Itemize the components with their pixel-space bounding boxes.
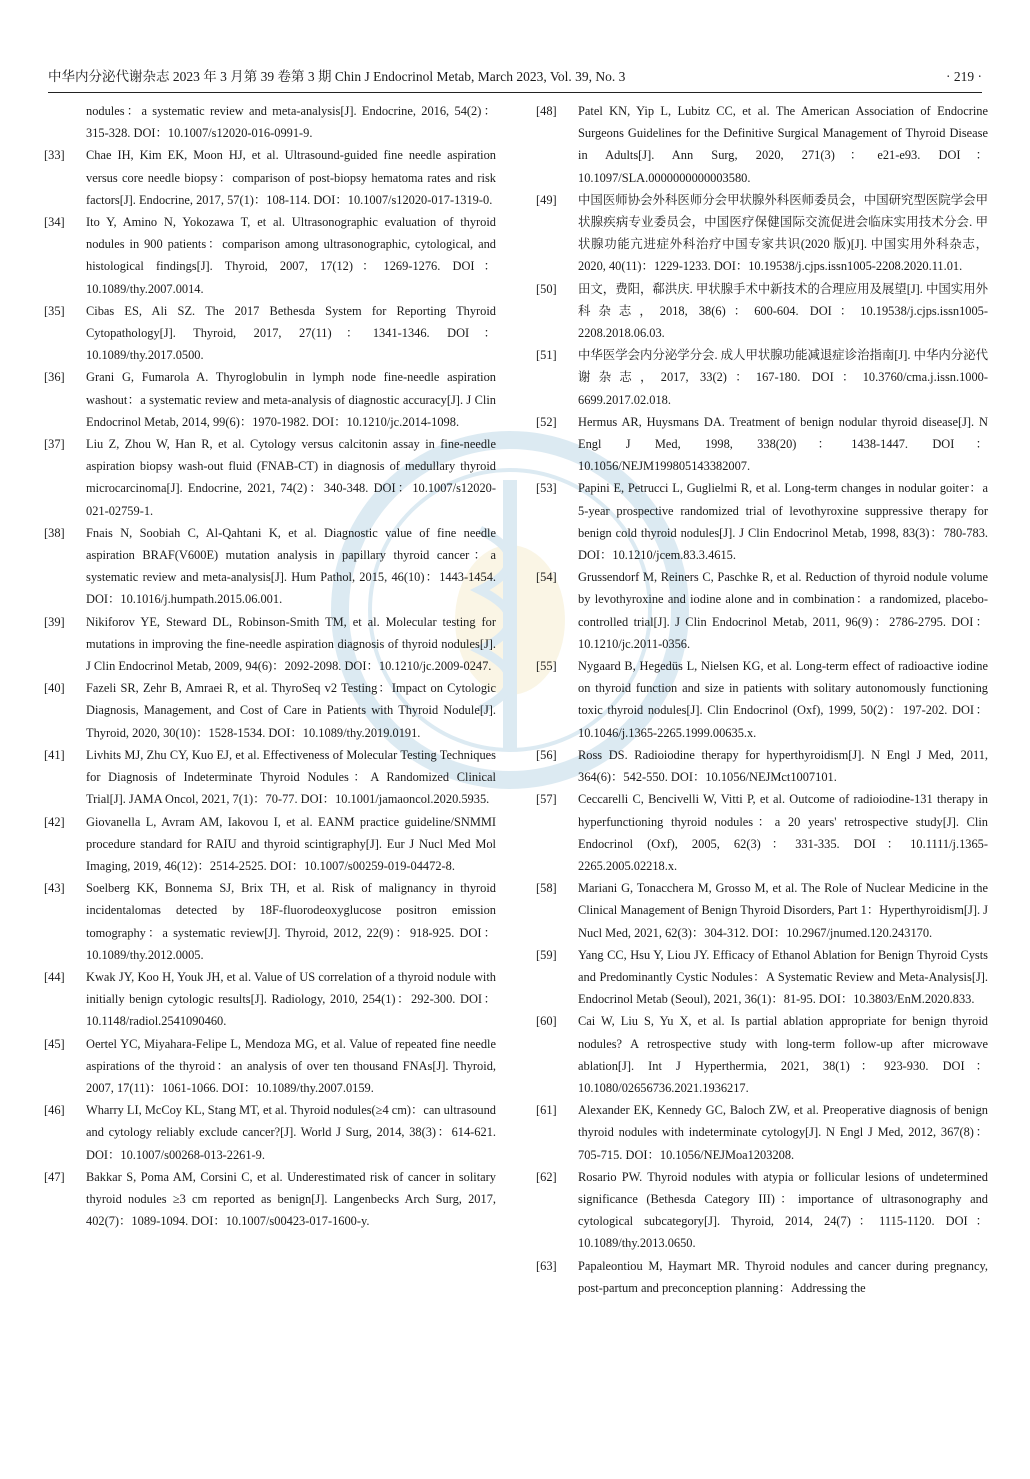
reference-entry — [536, 189, 988, 278]
reference-text: Livhits MJ, Zhu CY, Kuo EJ, et al. Effectiveness of Molecular Testing Techniques for Diagnosis of Indeterminate Thyroid Nodules：A Randomized Clinical Trial[J]. JAMA Oncol, 2021, 7(1)：70-77. DOI：10.1001/jamaoncol.2020.5935. — [86, 747, 496, 807]
journal-citation: 中华内分泌代谢杂志 2023 年 3 月第 39 卷第 3 期 Chin J Endocrinol Metab, March 2023, Vol. 39, No. 3 — [48, 69, 626, 84]
reference-entry — [536, 877, 988, 944]
reference-text: Ito Y, Amino N, Yokozawa T, et al. Ultrasonographic evaluation of thyroid nodules in 900 patients：comparison among ultrasonographic, cytological, and histological findings[J]. Thyroid, 2007, 17(12)：1269-1276. DOI：10.1089/thy.2007.0014. — [86, 215, 496, 296]
reference-number: [62] — [536, 1169, 557, 1184]
reference-text: Rosario PW. Thyroid nodules with atypia or follicular lesions of undetermined significance (Bethesda Category III)：importance of ultrasonography and cytological subcategory[J]. Thyroid, 2014, 24(7)：1115-1120. DOI：10.1089/thy.2013.0650. — [578, 1169, 988, 1251]
reference-entry — [44, 811, 496, 878]
reference-number: [42] — [44, 814, 65, 829]
reference-entry — [536, 566, 988, 655]
reference-text: Nygaard B, Hegedüs L, Nielsen KG, et al. Long-term effect of radioactive iodine on thyroid function and size in patients with solitary autonomously functioning toxic thyroid nodules[J]. Clin Endocrinol (Oxf), 1999, 50(2)：197-202. DOI：10.1046/j.1365-2265.1999.00635.x. — [578, 659, 988, 740]
reference-text: Nikiforov YE, Steward DL, Robinson-Smith TM, et al. Molecular testing for mutations in improving the fine-needle aspiration diagnosis of thyroid nodules[J]. J Clin Endocrinol Metab, 2009, 94(6)：2092-2098. DOI：10.1210/jc.2009-0247. — [86, 614, 496, 674]
reference-number: [35] — [44, 303, 65, 318]
reference-text: Liu Z, Zhou W, Han R, et al. Cytology versus calcitonin assay in fine-needle aspiration biopsy wash-out fluid (FNAB-CT) in diagnosis of medullary thyroid microcarcinoma[J]. Endocrine, 2021, 74(2)：340-348. DOI：10.1007/s12020-021-02759-1. — [86, 437, 496, 518]
reference-text: Cibas ES, Ali SZ. The 2017 Bethesda System for Reporting Thyroid Cytopathology[J]. Thyroid, 2017, 27(11)：1341-1346. DOI：10.1089/thy.2017.0500. — [86, 303, 496, 363]
reference-text: Papini E, Petrucci L, Guglielmi R, et al. Long-term changes in nodular goiter：a 5-year prospective randomized trial of levothyroxine suppressive therapy for benign cold thyroid nodules[J]. J Clin Endocrinol Metab, 1998, 83(3)：780-783. DOI：10.1210/jcem.83.3.4615. — [578, 481, 988, 563]
reference-number: [43] — [44, 881, 65, 896]
reference-number: [48] — [536, 104, 557, 118]
reference-text: 中华医学会内分泌学分会. 成人甲状腺功能减退症诊治指南[J]. 中华内分泌代谢杂志，2017, 33(2)：167-180. DOI：10.3760/cma.j.issn.1000-6699.2017.02.018. — [578, 348, 988, 407]
reference-text: Fazeli SR, Zehr B, Amraei R, et al. ThyroSeq v2 Testing：Impact on Cytologic Diagnosis, Management, and Cost of Care in Patients with Thyroid Nodule[J]. Thyroid, 2020, 30(10)：1528-1534. DOI：10.1089/thy.2019.0191. — [86, 681, 496, 740]
reference-number: [40] — [44, 681, 65, 696]
reference-number: [49] — [536, 192, 557, 207]
page-number: · 219 · — [946, 69, 982, 84]
reference-text: Alexander EK, Kennedy GC, Baloch ZW, et al. Preoperative diagnosis of benign thyroid nodules with indeterminate cytology[J]. N Engl J Med, 2012, 367(8)：705-715. DOI：10.1056/NEJMoa1203208. — [578, 1103, 988, 1162]
reference-entry — [536, 1099, 988, 1166]
reference-text: Oertel YC, Miyahara-Felipe L, Mendoza MG, et al. Value of repeated fine needle aspirations of the thyroid：an analysis of over ten thousand FNAs[J]. Thyroid, 2007, 17(11)：1061-1066. DOI：10.1089/thy.2007.0159. — [86, 1036, 496, 1095]
reference-number: [59] — [536, 947, 557, 962]
reference-entry — [44, 300, 496, 367]
reference-entry — [44, 144, 496, 211]
reference-entry — [44, 677, 496, 744]
reference-number: [38] — [44, 525, 65, 540]
reference-number: [53] — [536, 481, 557, 496]
reference-entry — [536, 944, 988, 1011]
reference-entry — [44, 211, 496, 300]
reference-text: Bakkar S, Poma AM, Corsini C, et al. Underestimated risk of cancer in solitary thyroid nodules ≥3 cm reported as benign[J]. Langenbecks Arch Surg, 2017, 402(7)：1089-1094. DOI：10.1007/s00423-017-1600-y. — [86, 1169, 496, 1229]
reference-text: Fnais N, Soobiah C, Al-Qahtani K, et al. Diagnostic value of fine needle aspiration BRAF(V600E) mutation analysis in papillary thyroid cancer：a systematic review and meta-analysis[J]. Hum Pathol, 2015, 46(10)：1443-1454. DOI：10.1016/j.humpath.2015.06.001. — [86, 525, 496, 607]
reference-entry — [44, 744, 496, 811]
reference-entry — [44, 1033, 496, 1100]
reference-number: [50] — [536, 281, 557, 296]
reference-number: [56] — [536, 747, 557, 762]
reference-text: Ross DS. Radioiodine therapy for hyperthyroidism[J]. N Engl J Med, 2011, 364(6)：542-550. DOI：10.1056/NEJMct1007101. — [578, 747, 988, 785]
reference-text: Wharry LI, McCoy KL, Stang MT, et al. Thyroid nodules(≥4 cm)：can ultrasound and cytology reliably exclude cancer?[J]. World J Surg, 2014, 38(3)：614-621. DOI：10.1007/s00268-013-2261-9. — [86, 1103, 496, 1162]
reference-text: Yang CC, Hsu Y, Liou JY. Efficacy of Ethanol Ablation for Benign Thyroid Cysts and Predominantly Cystic Nodules：A Systematic Review and Meta-Analysis[J]. Endocrinol Metab (Seoul), 2021, 36(1)：81-95. DOI：10.3803/EnM.2020.833. — [578, 947, 988, 1007]
reference-number: [47] — [44, 1169, 65, 1184]
reference-entry — [536, 1166, 988, 1255]
reference-number: [63] — [536, 1258, 557, 1273]
reference-entry — [536, 411, 988, 478]
reference-number: [57] — [536, 792, 557, 807]
reference-number: [33] — [44, 148, 65, 163]
reference-text: Hermus AR, Huysmans DA. Treatment of benign nodular thyroid disease[J]. N Engl J Med, 1998, 338(20)：1438-1447. DOI：10.1056/NEJM199805143382007. — [578, 414, 988, 474]
left-column — [44, 100, 496, 1232]
reference-entry — [536, 1255, 988, 1299]
reference-entry — [44, 433, 496, 522]
reference-text: Papaleontiou M, Haymart MR. Thyroid nodules and cancer during pregnancy, post-partum and preconception planning：Addressing the — [578, 1258, 988, 1295]
reference-number: [61] — [536, 1103, 557, 1118]
reference-text: Cai W, Liu S, Yu X, et al. Is partial ablation appropriate for benign thyroid nodules? A retrospective study with long-term follow-up after microwave ablation[J]. Int J Hyperthermia, 2021, 38(1)：923-930. DOI：10.1080/02656736.2021.1936217. — [578, 1014, 988, 1095]
reference-entry — [536, 1010, 988, 1099]
reference-number: [44] — [44, 969, 65, 984]
reference-entry — [536, 477, 988, 566]
reference-text: Soelberg KK, Bonnema SJ, Brix TH, et al. Risk of malignancy in thyroid incidentalomas detected by 18F-fluorodeoxyglucose positron emission tomography：a systematic review[J]. Thyroid, 2012, 22(9)：918-925. DOI：10.1089/thy.2012.0005. — [86, 881, 496, 962]
reference-entry — [536, 655, 988, 744]
reference-entry — [44, 877, 496, 966]
reference-number: [45] — [44, 1036, 65, 1051]
reference-entry — [536, 744, 988, 788]
reference-number: [58] — [536, 881, 557, 896]
reference-text: Grani G, Fumarola A. Thyroglobulin in lymph node fine-needle aspiration washout：a systematic review and meta-analysis of diagnostic accuracy[J]. J Clin Endocrinol Metab, 2014, 99(6)：1970-1982. DOI：10.1210/jc.2014-1098. — [86, 370, 496, 429]
reference-text: Grussendorf M, Reiners C, Paschke R, et al. Reduction of thyroid nodule volume by levothyroxine and iodine alone and in combination：a randomized, placebo-controlled trial[J]. J Clin Endocrinol Metab, 2011, 96(9)：2786-2795. DOI：10.1210/jc.2011-0356. — [578, 570, 988, 651]
reference-entry — [44, 1166, 496, 1233]
reference-entry — [44, 522, 496, 611]
reference-text: 中国医师协会外科医师分会甲状腺外科医师委员会，中国研究型医院学会甲状腺疾病专业委员会，中国医疗保健国际交流促进会临床实用技术分会. 甲状腺功能亢进症外科治疗中国专家共识(2020 版)[J]. 中国实用外科杂志，2020, 40(11)：1229-1233. DOI：10.19538/j.cjps.issn1005-2208.2020.11.01. — [578, 192, 988, 274]
reference-entry — [536, 788, 988, 877]
reference-number: [39] — [44, 614, 65, 629]
reference-entry — [44, 366, 496, 433]
reference-entry — [44, 1099, 496, 1166]
reference-text: Kwak JY, Koo H, Youk JH, et al. Value of US correlation of a thyroid nodule with initially benign cytologic results[J]. Radiology, 2010, 254(1)：292-300. DOI：10.1148/radiol.2541090460. — [86, 969, 496, 1029]
reference-number: [51] — [536, 348, 557, 363]
running-header — [48, 64, 982, 93]
reference-text: Ceccarelli C, Bencivelli W, Vitti P, et al. Outcome of radioiodine-131 therapy in hyperfunctioning thyroid nodules：a 20 years' retrospective study[J]. Clin Endocrinol (Oxf), 2005, 62(3)：331-335. DOI：10.1111/j.1365-2265.2005.02218.x. — [578, 792, 988, 873]
reference-number: [34] — [44, 215, 65, 230]
reference-number: [46] — [44, 1103, 65, 1118]
reference-text: Mariani G, Tonacchera M, Grosso M, et al. The Role of Nuclear Medicine in the Clinical Management of Benign Thyroid Disorders, Part 1：Hyperthyroidism[J]. J Nucl Med, 2021, 62(3)：304-312. DOI：10.2967/jnumed.120.243170. — [578, 881, 988, 940]
reference-number: [37] — [44, 437, 65, 452]
reference-continuation: nodules：a systematic review and meta-analysis[J]. Endocrine, 2016, 54(2)：315-328. DOI：10.1007/s12020-016-0991-9. — [86, 104, 496, 141]
right-column — [536, 100, 988, 1299]
reference-text: 田文，费阳，郗洪庆. 甲状腺手术中新技术的合理应用及展望[J]. 中国实用外科杂志，2018, 38(6)：600-604. DOI：10.19538/j.cjps.issn1005-2208.2018.06.03. — [578, 281, 988, 341]
reference-entry — [536, 278, 988, 345]
reference-number: [60] — [536, 1014, 557, 1029]
reference-entry — [44, 611, 496, 678]
reference-number: [52] — [536, 414, 557, 429]
reference-number: [36] — [44, 370, 65, 385]
reference-entry — [536, 100, 988, 189]
reference-number: [55] — [536, 659, 557, 674]
reference-text: Chae IH, Kim EK, Moon HJ, et al. Ultrasound-guided fine needle aspiration versus core needle biopsy：comparison of post-biopsy hematoma rates and risk factors[J]. Endocrine, 2017, 57(1)：108-114. DOI：10.1007/s12020-017-1319-0. — [86, 148, 496, 207]
reference-entry — [536, 344, 988, 411]
reference-number: [54] — [536, 570, 557, 585]
reference-text: Patel KN, Yip L, Lubitz CC, et al. The American Association of Endocrine Surgeons Guidelines for the Definitive Surgical Management of Thyroid Disease in Adults[J]. Ann Surg, 2020, 271(3)：e21-e93. DOI：10.1097/SLA.0000000000003580. — [578, 104, 988, 185]
reference-text: Giovanella L, Avram AM, Iakovou I, et al. EANM practice guideline/SNMMI procedure standard for RAIU and thyroid scintigraphy[J]. Eur J Nucl Med Mol Imaging, 2019, 46(12)：2514-2525. DOI：10.1007/s00259-019-04472-8. — [86, 814, 496, 873]
reference-entry — [44, 966, 496, 1033]
reference-number: [41] — [44, 747, 65, 762]
